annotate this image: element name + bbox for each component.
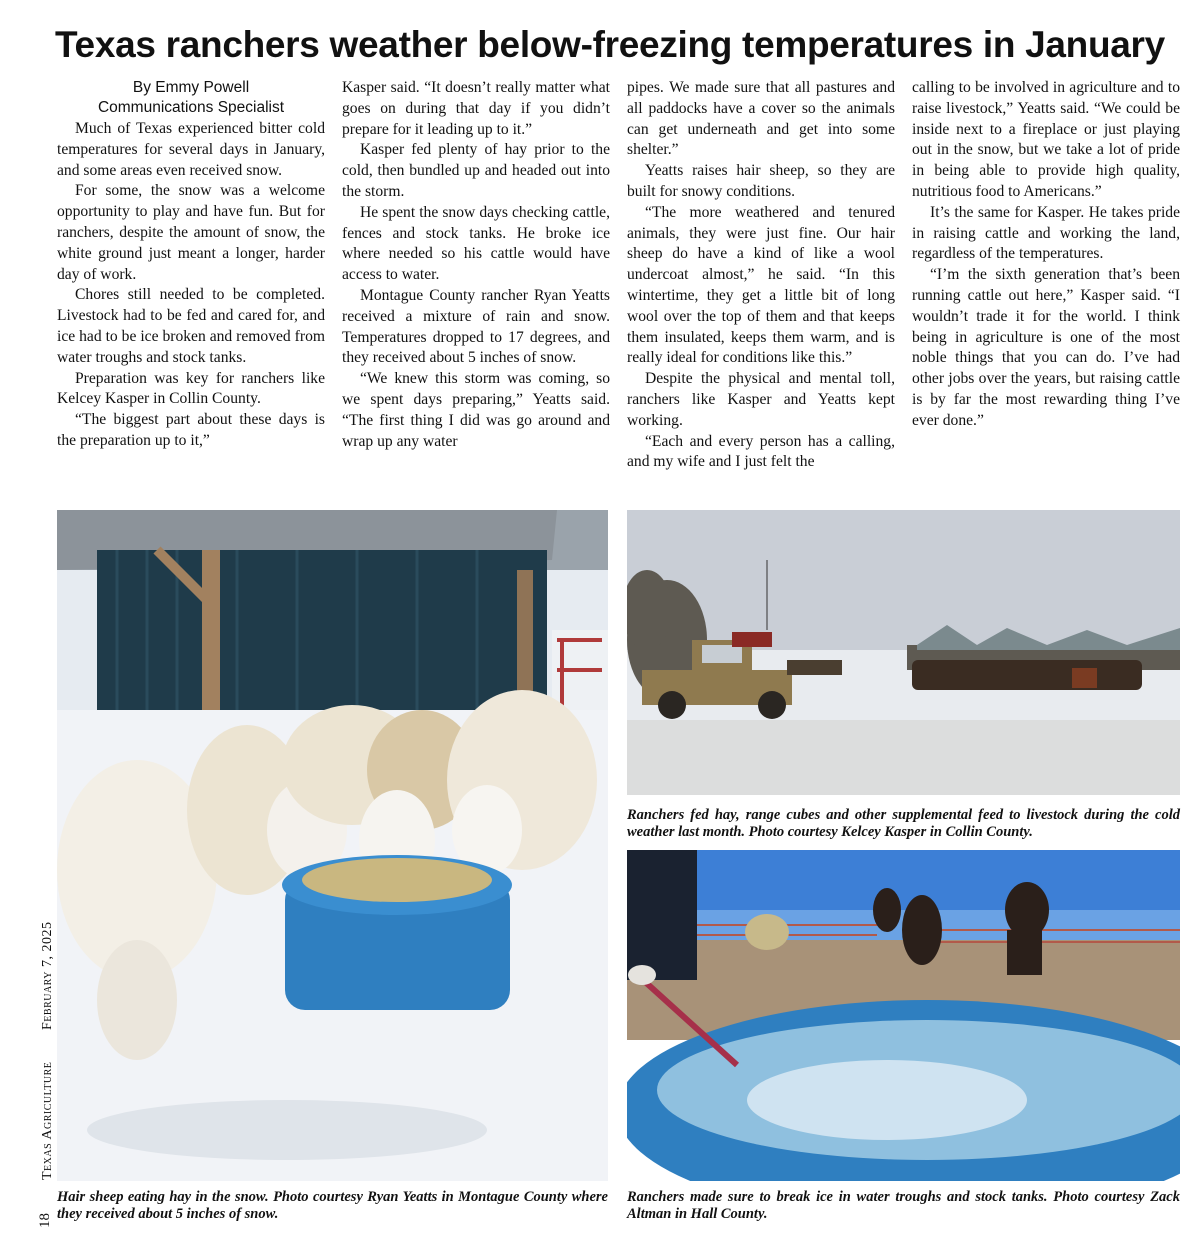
column-3-body [627,78,895,473]
paragraph: “The biggest part about these days is the preparation up to it,” [57,411,325,449]
article-column-2 [342,78,610,452]
folio-publication: Texas Agriculture [40,1061,55,1180]
column-2-body [342,78,610,452]
article-column-1 [57,78,325,452]
folio-date: February 7, 2025 [40,921,55,1030]
sheep-photo [57,510,608,1181]
article-column-3 [627,78,895,473]
paragraph: For some, the snow was a welcome opportunity to play and have fun. But for ranchers, despite the amount of snow, the white ground just meant a longer, harder day of work. [57,182,325,283]
paragraph: Chores still needed to be completed. Livestock had to be fed and cared for, and ice had to be ice broken and removed from water troughs and stock tanks. [57,286,325,366]
page-number: 18 [37,1213,53,1228]
paragraph: He spent the snow days checking cattle, fences and stock tanks. He broke ice where needed so his cattle would have access to water. [342,203,610,284]
column-1-body [57,119,325,452]
paragraph: Yeatts raises hair sheep, so they are built for snowy conditions. [627,162,895,200]
paragraph: Montague County rancher Ryan Yeatts received a mixture of rain and snow. Temperatures dropped to 17 degrees, and they received about 5 inches of snow. [342,286,610,367]
paragraph: “I’m the sixth generation that’s been running cattle out here,” Kasper said. “I wouldn’t trade it for the world. I think being in agriculture is one of the most noble things that you can do. I’ve had other jobs over the years, but raising cattle is by far the most rewarding thing I’ve ever done.” [912,266,1180,429]
paragraph: “We knew this storm was coming, so we spent days preparing,” Yeatts said. “The first thing I did was go around and wrap up any water [342,370,610,450]
column-4-body [912,78,1180,432]
byline-title: Communications Specialist [97,99,285,116]
paragraph: pipes. We made sure that all pastures and all paddocks have a cover so the animals can get underneath and get into some shelter.” [627,79,895,159]
trough-photo-caption: Ranchers made sure to break ice in water troughs and stock tanks. Photo courtesy Zack Altman in Hall County. [627,1189,1180,1222]
trough-photo [627,850,1180,1181]
truck-photo [627,510,1180,795]
paragraph: Kasper said. “It doesn’t really matter what goes on during that day if you didn’t prepare for it leading up to it.” [342,79,610,138]
byline-name: By Emmy Powell [132,79,250,96]
paragraph: “Each and every person has a calling, and my wife and I just felt the [627,432,895,471]
paragraph: Kasper fed plenty of hay prior to the cold, then bundled up and headed out into the storm. [342,141,610,200]
paragraph: Preparation was key for ranchers like Kelcey Kasper in Collin County. [57,369,325,408]
sheep-photo-caption: Hair sheep eating hay in the snow. Photo courtesy Ryan Yeatts in Montague County where they received about 5 inches of snow. [57,1189,608,1222]
paragraph: It’s the same for Kasper. He takes pride in raising cattle and working the land, regardless of the temperatures. [912,203,1180,263]
article-column-4 [912,78,1180,432]
paragraph: “The more weathered and tenured animals, they were just fine. Our hair sheep do have a kind of like a wool undercoat almost,” he said. “In this wintertime, they get a little bit of long wool over the top of them and that keeps them insulated, keeps them warm, and is really ideal for conditions like this.” [627,203,895,367]
headline: Texas ranchers weather below-freezing temperatures in January [55,24,1165,65]
paragraph: Much of Texas experienced bitter cold temperatures for several days in January, and some areas even received snow. [57,120,325,179]
paragraph: Despite the physical and mental toll, ranchers like Kasper and Yeatts kept working. [627,370,895,429]
paragraph: calling to be involved in agriculture and to raise livestock,” Yeatts said. “We could be inside next to a fireplace or just playing out in the snow, but we take a lot of pride in being able to provide high quality, nutritious food to Americans.” [912,79,1180,200]
truck-photo-caption: Ranchers fed hay, range cubes and other supplemental feed to livestock during the cold weather last month. Photo courtesy Kelcey Kasper in Collin County. [627,807,1180,840]
